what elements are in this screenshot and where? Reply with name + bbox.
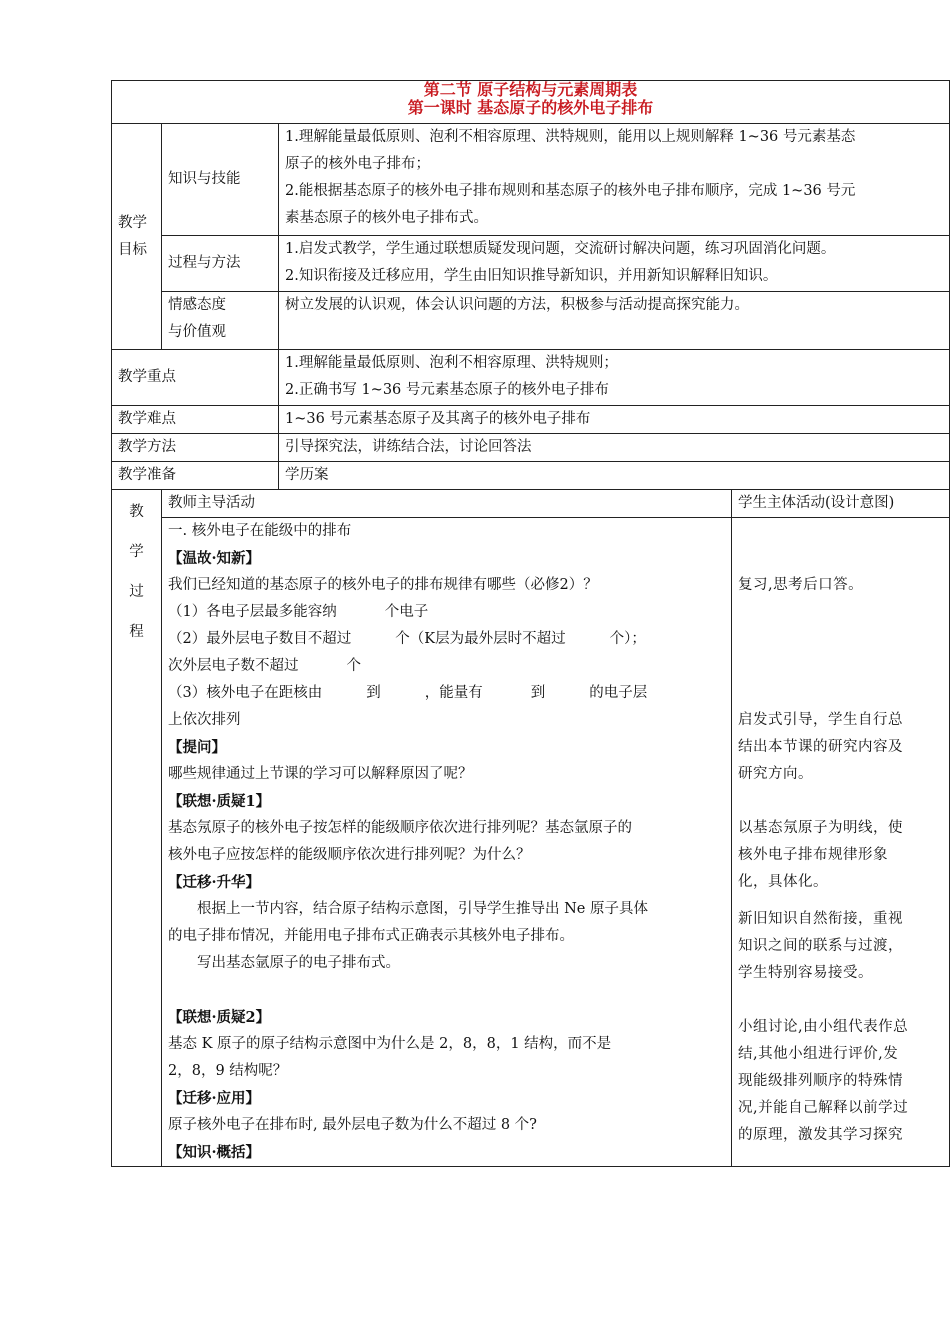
rule-2-tail: 个）； [609, 631, 646, 647]
apply-text: 原子核外电子在排布时, 最外层电子数为什么不超过 8 个? [168, 1117, 537, 1133]
question2-line: 基态 K 原子的原子结构示意图中为什么是 2，8，8，1 结构，而不是 [168, 1036, 612, 1052]
student-note: 新旧知识自然衔接，重视 [738, 911, 903, 927]
student-note: 启发式引导，学生自行总 [738, 712, 903, 728]
question2-line: 2，8，9 结构呢？ [168, 1063, 288, 1079]
difficulties-content: 1~36 号元素基态原子及其离子的核外电子排布 [279, 406, 950, 434]
emotion-label-line2: 与价值观 [168, 324, 226, 340]
student-note: 的原理，激发其学习探究 [738, 1127, 903, 1143]
knowledge-line: 素基态原子的核外电子排布式。 [285, 210, 488, 226]
rule-3-b: 到 [366, 685, 381, 701]
preparation-label: 教学准备 [112, 462, 279, 490]
student-note: 化，具体化。 [738, 874, 828, 890]
difficulties-label: 教学难点 [112, 406, 279, 434]
student-header: 学生主体活动(设计意图) [732, 490, 950, 518]
rule-3-line2: 上依次排列 [168, 712, 241, 728]
rule-2b-tail: 个 [346, 658, 361, 674]
rule-1-tail: 个电子 [384, 604, 429, 620]
rule-1 [168, 599, 725, 626]
process-header-row [112, 490, 950, 518]
lesson-plan-table [111, 80, 950, 1167]
student-note: 核外电子排布规律形象 [738, 847, 888, 863]
rule-3-c: ，能量有 [424, 685, 483, 701]
knowledge-line: 2.能根据基态原子的核外电子排布规则和基态原子的核外电子排布顺序，完成 1~36 号元 [285, 183, 856, 199]
transfer-line: 根据上一节内容，结合原子结构示意图，引导学生推导出 Ne 原子具体 [197, 901, 648, 917]
objectives-label [112, 124, 162, 350]
student-note: 结出本节课的研究内容及 [738, 739, 903, 755]
question1-line: 基态氖原子的核外电子按怎样的能级顺序依次进行排列呢？基态氩原子的 [168, 820, 632, 836]
review-tag: 【温故·知新】 [168, 550, 261, 567]
apply-tag: 【迁移·应用】 [168, 1090, 261, 1107]
student-note: 况,并能自己解释以前学过 [738, 1100, 909, 1116]
preparation-row [112, 462, 950, 490]
process-label-char: 过 [129, 584, 144, 600]
transfer-line: 写出基态氩原子的电子排布式。 [197, 955, 400, 971]
blank-line [168, 977, 725, 1004]
student-note: 复习,思考后口答。 [738, 577, 864, 593]
rule-3-d: 到 [530, 685, 546, 701]
rule-1-text: （1）各电子层最多能容纳 [168, 604, 337, 620]
student-note: 知识之间的联系与过渡， [738, 938, 903, 954]
title-line2: 第一课时 基态原子的核外电子排布 [407, 98, 654, 117]
transfer-line: 的电子排布情况，并能用电子排布式正确表示其核外电子排布。 [168, 928, 574, 944]
process-method-label: 过程与方法 [162, 236, 279, 292]
process-method-line: 1.启发式教学，学生通过联想质疑发现问题，交流研讨解决问题，练习巩固消化问题。 [285, 241, 836, 257]
process-label-char: 教 [129, 504, 144, 520]
rule-2b [168, 653, 725, 680]
process-label [112, 490, 162, 1167]
rule-2-mid: 个（K层为最外层时不超过 [395, 631, 566, 647]
emotion-label-line1: 情感态度 [168, 297, 226, 313]
ask-text: 哪些规律通过上节课的学习可以解释原因了呢？ [168, 766, 473, 782]
process-label-char: 学 [129, 544, 144, 560]
rule-3-a: （3）核外电子在距核由 [168, 685, 323, 701]
methods-content: 引导探究法，讲练结合法，讨论回答法 [279, 434, 950, 462]
knowledge-label: 知识与技能 [162, 124, 279, 236]
methods-row [112, 434, 950, 462]
process-body-row [112, 518, 950, 1167]
objective-emotion-row [112, 292, 950, 350]
section-heading: 一. 核外电子在能级中的排布 [168, 523, 352, 539]
rule-2 [168, 626, 725, 653]
review-question: 我们已经知道的基态原子的核外电子的排布规律有哪些（必修2）？ [168, 577, 598, 593]
key-points-line: 1.理解能量最低原则、泡利不相容原理、洪特规则； [285, 355, 618, 371]
knowledge-content [279, 124, 950, 236]
methods-label: 教学方法 [112, 434, 279, 462]
title-row [112, 81, 950, 124]
student-note: 现能级排列顺序的特殊情 [738, 1073, 903, 1089]
teacher-header: 教师主导活动 [162, 490, 732, 518]
objectives-label-line2: 目标 [118, 241, 147, 258]
student-note: 结,其他小组进行评价,发 [738, 1046, 899, 1062]
rule-3 [168, 680, 725, 707]
student-note: 学生特别容易接受。 [738, 965, 873, 981]
emotion-content: 树立发展的认识观，体会认识问题的方法，积极参与活动提高探究能力。 [279, 292, 950, 350]
student-note: 小组讨论,由小组代表作总 [738, 1019, 909, 1035]
key-points-label: 教学重点 [112, 350, 279, 406]
student-note: 研究方向。 [738, 766, 813, 782]
title-cell [112, 81, 950, 124]
knowledge-line: 1.理解能量最低原则、泡利不相容原理、洪特规则，能用以上规则解释 1~36 号元素基态 [285, 129, 856, 145]
student-activities [732, 518, 950, 1167]
objectives-label-line1: 教学 [118, 214, 147, 231]
key-points-line: 2.正确书写 1~36 号元素基态原子的核外电子排布 [285, 382, 609, 398]
rule-2b-text: 次外层电子数不超过 [168, 658, 299, 674]
objective-process-row [112, 236, 950, 292]
objective-knowledge-row [112, 124, 950, 236]
question2-tag: 【联想·质疑2】 [168, 1009, 271, 1026]
rule-3-e: 的电子层 [589, 685, 648, 701]
title-line1: 第二节 原子结构与元素周期表 [423, 80, 638, 99]
question1-tag: 【联想·质疑1】 [168, 793, 271, 810]
key-points-content [279, 350, 950, 406]
emotion-label [162, 292, 279, 350]
summary-tag: 【知识·概括】 [168, 1144, 261, 1161]
lesson-plan [111, 80, 949, 1167]
teacher-activities [162, 518, 732, 1167]
question1-line: 核外电子应按怎样的能级顺序依次进行排列呢？为什么？ [168, 847, 531, 863]
knowledge-line: 原子的核外电子排布； [285, 156, 430, 172]
process-method-content [279, 236, 950, 292]
preparation-content: 学历案 [279, 462, 950, 490]
key-points-row [112, 350, 950, 406]
process-label-char: 程 [129, 624, 144, 640]
student-note: 以基态氖原子为明线，使 [738, 820, 903, 836]
ask-tag: 【提问】 [168, 739, 226, 756]
process-method-line: 2.知识衔接及迁移应用，学生由旧知识推导新知识，并用新知识解释旧知识。 [285, 268, 778, 284]
transfer-tag: 【迁移·升华】 [168, 874, 261, 891]
difficulties-row [112, 406, 950, 434]
rule-2-text: （2）最外层电子数目不超过 [168, 631, 352, 647]
